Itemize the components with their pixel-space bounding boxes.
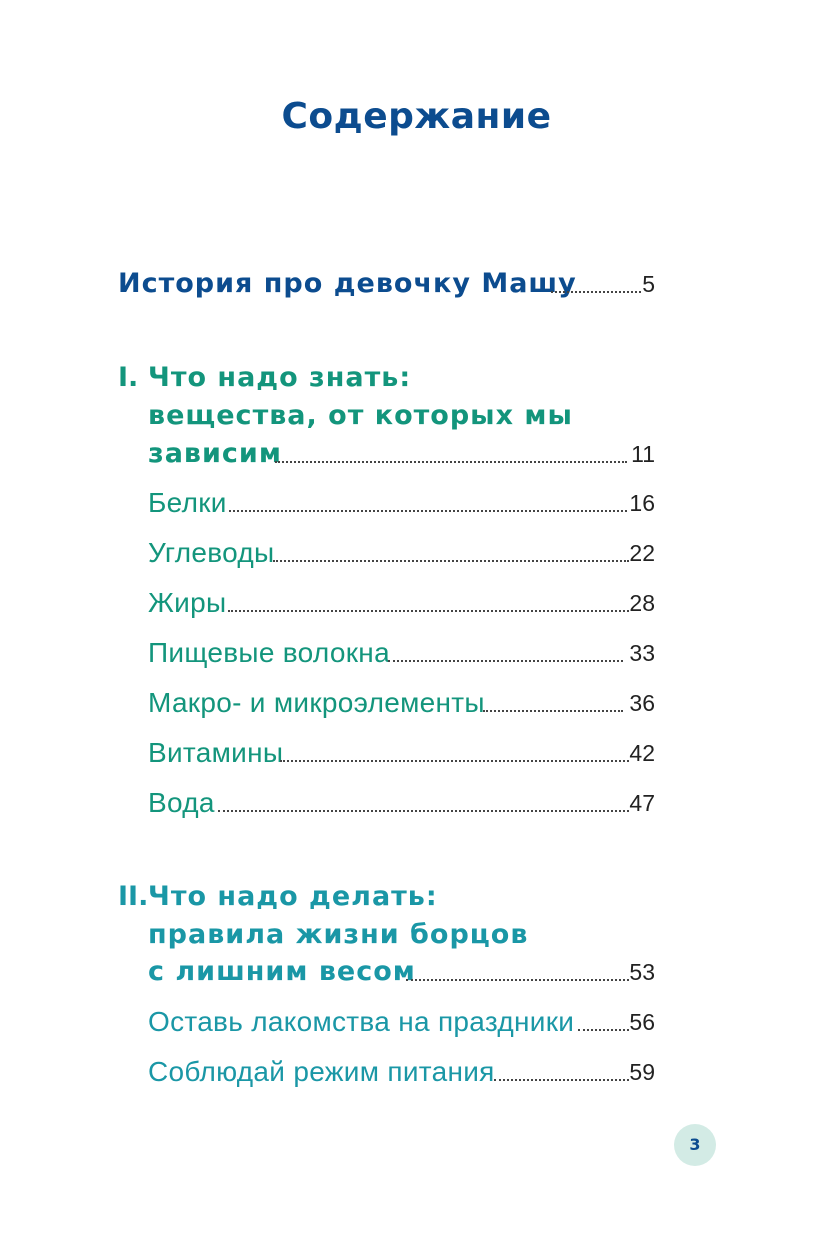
toc-entry-page: 56 — [629, 1009, 655, 1035]
toc-entry-section2[interactable] — [0, 952, 833, 992]
section-heading-text: с лишним весом — [148, 956, 416, 987]
toc-entry-page: 33 — [629, 640, 655, 666]
toc-entry[interactable] — [0, 583, 833, 623]
toc-entry-page: 53 — [629, 959, 655, 985]
page-number-badge: 3 — [674, 1124, 716, 1166]
dot-leader — [229, 510, 627, 512]
toc-entry-page: 47 — [629, 790, 655, 816]
dot-leader — [388, 660, 623, 662]
toc-entry-label: Жиры — [148, 587, 227, 618]
section-number: II. — [118, 881, 149, 912]
toc-entry-label: Вода — [148, 787, 215, 818]
section-heading-line — [0, 877, 833, 917]
toc-entry-intro[interactable] — [0, 264, 833, 304]
dot-leader — [578, 1029, 629, 1031]
toc-entry-label: История про девочку Машу — [118, 268, 577, 299]
dot-leader — [406, 979, 629, 981]
toc-entry[interactable] — [0, 733, 833, 773]
toc-entry-page: 22 — [629, 540, 655, 566]
section-heading-text: вещества, от которых мы — [148, 400, 573, 431]
toc-entry-page: 59 — [629, 1059, 655, 1085]
toc-entry-page: 11 — [631, 441, 655, 467]
dot-leader — [280, 760, 629, 762]
dot-leader — [273, 560, 629, 562]
dot-leader — [228, 610, 629, 612]
toc-entry[interactable] — [0, 683, 833, 723]
toc-entry-page: 36 — [629, 690, 655, 716]
dot-leader — [494, 1079, 629, 1081]
toc-entry[interactable] — [0, 533, 833, 573]
section-heading-text: Что надо знать: — [148, 362, 412, 393]
toc-entry[interactable] — [0, 1052, 833, 1092]
toc-entry[interactable] — [0, 633, 833, 673]
dot-leader — [551, 291, 641, 293]
toc-entry-label: Белки — [148, 487, 227, 518]
section-heading-line — [0, 358, 833, 398]
section-number: I. — [118, 362, 139, 393]
toc-entry[interactable] — [0, 483, 833, 523]
dot-leader — [275, 461, 627, 463]
dot-leader — [218, 810, 629, 812]
toc-entry-label: Оставь лакомства на праздники — [148, 1006, 575, 1037]
toc-entry[interactable] — [0, 1002, 833, 1042]
toc-entry-label: Углеводы — [148, 537, 275, 568]
section-heading-line — [0, 915, 833, 955]
toc-entry-page: 5 — [642, 271, 655, 297]
dot-leader — [483, 710, 623, 712]
toc-entry-label: Макро- и микроэлементы — [148, 687, 485, 718]
toc-entry-label: Витамины — [148, 737, 284, 768]
toc-entry[interactable] — [0, 783, 833, 823]
page-title: Содержание — [281, 96, 552, 137]
section-heading-text: Что надо делать: — [148, 881, 438, 912]
toc-entry-page: 28 — [629, 590, 655, 616]
toc-entry-label: Соблюдай режим питания — [148, 1056, 495, 1087]
section-heading-text: зависим — [148, 438, 282, 469]
toc-entry-section1[interactable] — [0, 434, 833, 474]
toc-entry-page: 16 — [629, 490, 655, 516]
section-heading-line — [0, 396, 833, 436]
toc-entry-page: 42 — [629, 740, 655, 766]
toc-entry-label: Пищевые волокна — [148, 637, 390, 668]
section-heading-text: правила жизни борцов — [148, 919, 529, 950]
